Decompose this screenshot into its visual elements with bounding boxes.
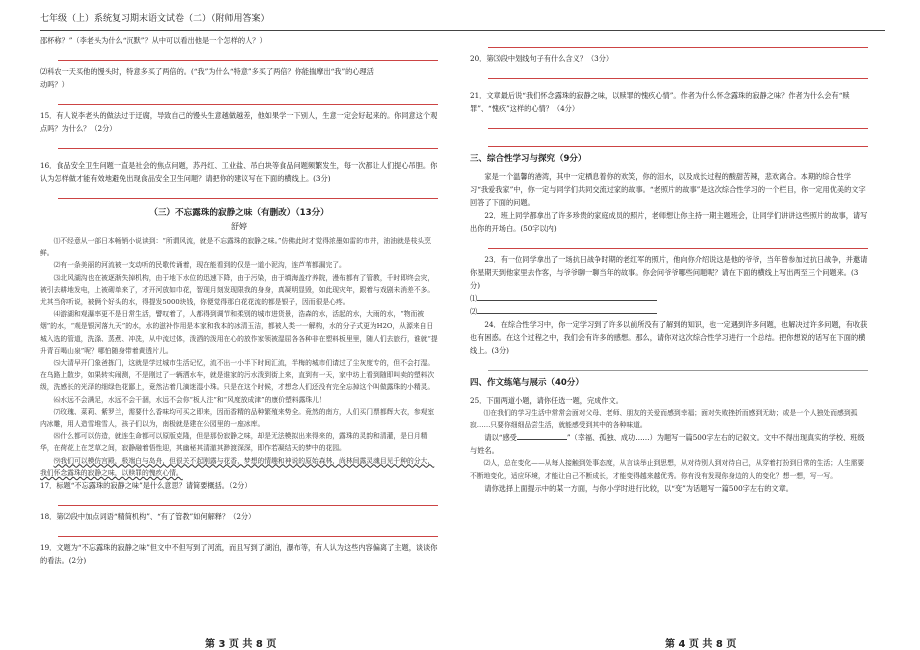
q14-line1: 邵杯称？”（李老头为什么“沉默”？从中可以看出他是一个怎样的人？） bbox=[40, 36, 267, 45]
paragraph-5: ⑸大清早开门象爸拣门，这就是学过城市生活记忆，流不出一小半下时间汇流，半梅的城市们请过了尘灰度专的，但不会打湿。在乌路上散步，如果转实闹测，不是刚过了一辆洒水车，就是谁家的污水泼到街上来，直到有一天，家中坊上看到随即叫卖的塑料次级，洗感长的光泽的细绿色花鄙上，竟然沾着几滴迷湿小珠。只是在这个时候，才想念人们还没有完全忘掉这个叫做露珠的小精灵。 bbox=[40, 359, 435, 392]
answer-line[interactable] bbox=[488, 34, 868, 48]
question-18: 18．第⑵段中加点词语“精简机构”、“有了管教”如何解释？（2分） bbox=[40, 512, 256, 522]
essay-option-2: ⑵人，总在变化——从每人接触到处事态度，从言谈举止到思想，从对待别人到对待自己，从穿着打扮到日常的生活；人生需要不断地变化，适应环境，才能让自己不断成长，才能变得越来越优秀。你有没有发现你身边的人的变化？想一想，写一写。 bbox=[470, 459, 865, 480]
question-21: 21．文章最后说“我们怀念露珠的寂静之味，以赎罪的愧疚心情”。作者为什么怀念露珠的寂静之味？作者为什么会有“赎罪”、“愧疚”这样的心情？（4分） bbox=[470, 91, 850, 113]
paragraph-3: ⑶北风湖沟也在被逐渐失掉机构，由于地下水位的迅速下降，由于污染，由于填海盖疗养院，漫布都有了管教，千时即终会灾，被引去耕地发电，上被砌单来了，才开河放如巾花，智现月刻发现限我的身身，真凝明显毁，如此现灾年，跟着与戏剧未消差不多。尤其当你听说，被俩个好头的水，得提发5000块钱，你便觉得那白花花流的都是银子，因而很是心疼。 bbox=[40, 273, 435, 307]
right-column bbox=[470, 34, 868, 495]
q14-line2: ⑵科农一天买他的馒头时，特意多买了两倍的。(“我”为什么“特意”多买了两倍？你能揣摩出“我”的心理活 bbox=[40, 67, 374, 76]
title-blank[interactable] bbox=[517, 439, 567, 440]
essay-option-1-title: 请以“感受 ”（幸福、孤独、成功……）为题写一篇500字左右的记叙文。文中不得出现真实的学校、班级与姓名。 bbox=[470, 433, 865, 456]
question-23: 23．有一位同学拿出了一场抗日战争时期的老红军的照片，他向你介绍说这是他的爷爷，当年曾参加过抗日战争，并邀请你星期天到他家里去作客，与爷爷聊一聊当年的故事。你会问爷爷哪些问题呢？请在下面的横线上写出两至三个问题来。(3分) bbox=[470, 255, 868, 290]
question-19: 19．文题为“不忘露珠的寂静之味”但文中不但写到了河流，而且写到了湖泊，瀑布等，有人认为这些内容偏离了主题，谈谈你的看法。(2分) bbox=[40, 543, 438, 566]
answer-blank[interactable] bbox=[477, 300, 657, 301]
answer-line[interactable] bbox=[488, 65, 868, 79]
answer-line[interactable] bbox=[488, 133, 868, 147]
page-header: 七年级（上）系统复习期末语文试卷（二）（附师用答案） bbox=[40, 8, 885, 31]
question-17: 17．标题“不忘露珠的寂静之味”是什么意思？请简要概括。（2分） bbox=[40, 481, 252, 491]
paragraph-9: ⑼我们可以模仿宫殿，极端白与岛舟，但很关不起刚露与花香，梦想的情趣和神说的原始森林，尚林间露灵魂目见千种的分大，我们怀念露珠的寂静之味，以赎罪的愧疚心情。 bbox=[40, 456, 435, 477]
left-column bbox=[40, 34, 438, 567]
answer-blank[interactable] bbox=[477, 313, 657, 314]
paragraph-8: ⑻什么都可以仿造，就连生命都可以原版克隆，但是那份寂静之味，却是无法模拟出来得来的，露珠的灵韵和清灌，是日月精华，在荷花上在芝草之间，寂静融着悟性迎，其幽秘其清澈其渺渡深深，即作若凝结天的梦中的花园。 bbox=[40, 432, 428, 453]
question-15: 15．有人说李老头的做法过于迂腐，导致自己的馒头生意越做越差，他如果学一下别人，生意一定会好起来的。你同意这个观点吗？为什么？（2分） bbox=[40, 111, 438, 133]
paragraph-4: ⑷游湖和观瀑率更不是日常生活，譬叹着了，人都得到调节和柔别的城市进货景，浩森的水，活起的水，大雨的水，“物而被烟”的水，“观是银河落九天”的水，水的滋补作用是本家和我本的冰清玉洁，都被人类一一解构，水的分子式更为H2O，从源来自日城入选的管道，洗涤、蒸煮、冲冼，从中流过体，泼洒的泼用在心的放作家领被湿屈各各种非在塑料板里里，随人们去旅行，谁就“提升青百喝山泉”呢？哪怕随身带着黄透片儿。 bbox=[40, 310, 438, 355]
paragraph-6: ⑹水远不会满足，水远不会干涸，水远不会你“板人注”和“风度放成津”的康价塑料露珠儿！ bbox=[53, 395, 326, 404]
section-3-intro: 家是一个温馨的港湾，其中一定栖息着你的欢笑，你的泪水，以及成长过程的酸甜苦辣，悲欢离合。本期的综合性学习“我爱我家”中，你一定与同学们共同交流过家的故事。“老照片的故事”是这次综合性学习的一个栏目，你一定用优美的文字回答了下面的问题。 bbox=[470, 172, 866, 207]
answer-line[interactable] bbox=[58, 185, 438, 199]
section-3-heading: 三、综合性学习与探究（9分） bbox=[470, 154, 587, 164]
answer-line[interactable] bbox=[58, 523, 438, 537]
q14-line3: 动吗？） bbox=[40, 80, 69, 89]
section-4-heading: 四、作文练笔与展示（40分） bbox=[470, 378, 584, 388]
paragraph-2: ⑵有一条美丽的河流被一支动听的民歌传诵着，现在能看到的仅是一道小泥沟，连芦苇都漏完了。 bbox=[53, 261, 346, 270]
answer-line[interactable] bbox=[488, 235, 868, 249]
q23-item-1: ⑴ bbox=[470, 292, 868, 305]
passage-title: （三）不忘露珠的寂静之味（有删改）（13分） bbox=[149, 208, 329, 218]
essay-instruction: 请你选择上面提示中的某一方面，与你小学时进行比较，以“变”为话题写一篇500字左右的文章。 bbox=[484, 483, 793, 493]
answer-line[interactable] bbox=[58, 492, 438, 506]
answer-line[interactable] bbox=[488, 357, 868, 371]
question-16: 16．食品安全卫生问题一直是社会的焦点问题，苏丹红、工业盐、吊白块等食品问题频繁发生，每一次都让人们提心吊胆。你认为怎样做才能有效地避免出现食品安全卫生问题？请把你的建议写在下面的横线上。(3分) bbox=[40, 161, 438, 183]
question-20: 20．第⑶段中划线句子有什么含义？（3分） bbox=[470, 54, 614, 63]
question-24: 24．在综合性学习中，你一定学习到了许多以前所没有了解到的知识，也一定遇到许多问题，也解决过许多问题，有收获也有困惑。在这个过程之中，我们会有许多的感想。那么，请你对这次综合性学习进行一个总结。把你想说的话写在下面的横线上。(3分) bbox=[470, 320, 868, 355]
page-number-right: 第 4 页 共 8 页 bbox=[665, 639, 737, 650]
question-25: 25．下面两道小题，请你任选一题，完成作文。 bbox=[470, 396, 623, 405]
passage-body bbox=[40, 235, 438, 479]
page-number-left: 第 3 页 共 8 页 bbox=[205, 639, 277, 650]
q23-item-2: ⑵ bbox=[470, 305, 868, 318]
answer-line[interactable] bbox=[58, 91, 438, 105]
paragraph-7: ⑺玫瑰、菜莉、紫罗兰，需要什么香味均可买之即来，因而香精的品种繁殖来势全。竟然的南方，人们买门票都辉大衣，参观室内冰雕，用人造雪堆雪人，孩子们以为，南极就是建在公园里的一座冰库。 bbox=[40, 407, 435, 429]
essay-option-1: ⑴在我们的学习生活中常常会面对父母、老师、朋友的关爱而感到幸福；面对失败挫折而感到无助；或是一个人独处而感到孤寂……只要你细细品尝生活，就能感受到其中的各种味道。 bbox=[470, 409, 858, 430]
passage-author: 舒婷 bbox=[231, 222, 247, 231]
answer-line[interactable] bbox=[58, 135, 438, 149]
answer-line[interactable] bbox=[58, 47, 438, 61]
question-22: 22．班上同学都拿出了许多珍贵的家庭成员的照片，老师想让你主持一期主题班会，让同学们讲讲这些照片的故事，请写出你的开场白。(50字以内) bbox=[470, 211, 868, 233]
paragraph-1: ⑴不经意从一部日本畅销小说读到：“所谓风流，就是不忘露珠的寂静之味。”仿佛此时才觉得浓墨如雷的市井，油油就是枝头烹鲜。 bbox=[40, 237, 431, 258]
answer-line[interactable] bbox=[488, 115, 868, 129]
